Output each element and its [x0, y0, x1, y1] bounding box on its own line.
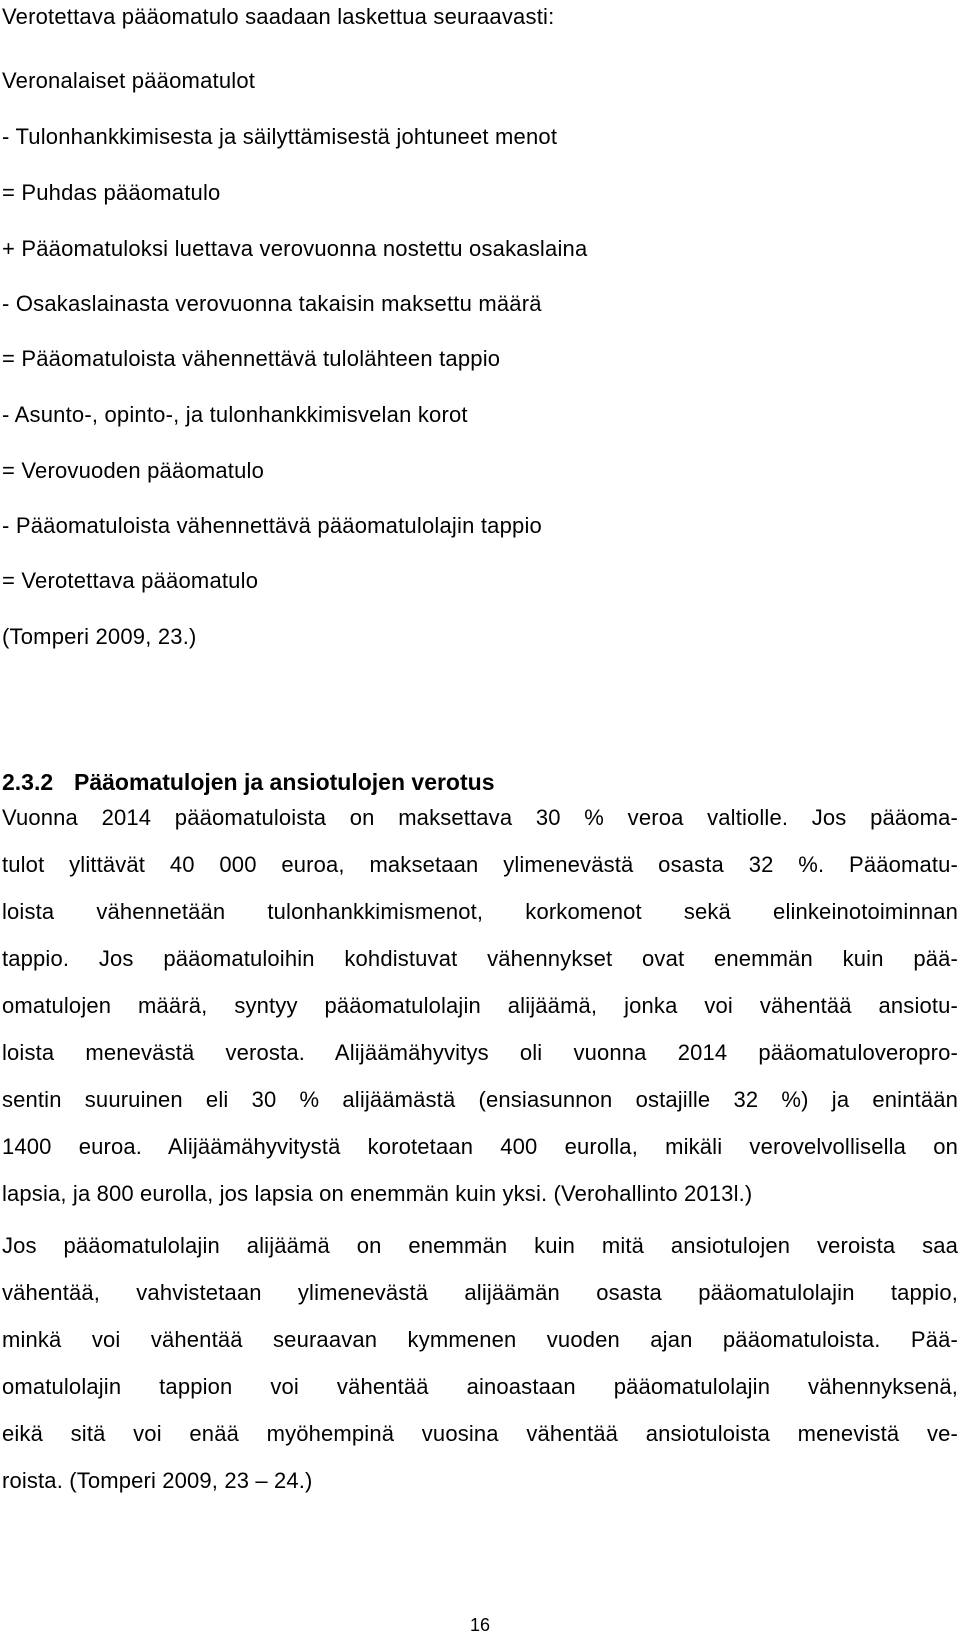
paragraph-line: Vuonna 2014 pääomatuloista on maksettava 30 % veroa valtiolle. Jos pääoma-	[2, 805, 958, 830]
paragraph-line: minkä voi vähentää seuraavan kymmenen vuoden ajan pääomatuloista. Pää-	[2, 1327, 958, 1352]
paragraph-1	[2, 794, 958, 1217]
formula-line: Veronalaiset pääomatulot	[2, 68, 256, 93]
section-heading	[2, 769, 494, 795]
paragraph-line: loista vähennetään tulonhankkimismenot, korkomenot sekä elinkeinotoiminnan	[2, 899, 958, 924]
paragraph-line: loista menevästä verosta. Alijäämähyvitys oli vuonna 2014 pääomatuloveropro-	[2, 1040, 958, 1065]
paragraph-line: 1400 euroa. Alijäämähyvitystä korotetaan 400 eurolla, mikäli verovelvollisella on	[2, 1134, 958, 1159]
paragraph-2	[2, 1222, 958, 1504]
paragraph-line: tulot ylittävät 40 000 euroa, maksetaan ylimenevästä osasta 32 %. Pääomatu-	[2, 852, 958, 877]
formula-line: - Osakaslainasta verovuonna takaisin maksettu määrä	[2, 291, 542, 316]
formula-line: = Verovuoden pääomatulo	[2, 458, 265, 483]
formula-line: = Verotettava pääomatulo	[2, 568, 259, 593]
formula-line: + Pääomatuloksi luettava verovuonna nostettu osakaslaina	[2, 236, 588, 261]
formula-intro: Verotettava pääomatulo saadaan laskettua seuraavasti:	[2, 4, 555, 29]
paragraph-line: eikä sitä voi enää myöhempinä vuosina vähentää ansiotuloista menevistä ve-	[2, 1421, 958, 1446]
paragraph-line: Jos pääomatulolajin alijäämä on enemmän kuin mitä ansiotulojen veroista saa	[2, 1233, 958, 1258]
formula-line: - Tulonhankkimisesta ja säilyttämisestä johtuneet menot	[2, 124, 558, 149]
formula-line: - Pääomatuloista vähennettävä pääomatulolajin tappio	[2, 513, 542, 538]
page-number: 16	[469, 1615, 491, 1635]
paragraph-line: omatulojen määrä, syntyy pääomatulolajin alijäämä, jonka voi vähentää ansiotu-	[2, 993, 958, 1018]
formula-line: - Asunto-, opinto-, ja tulonhankkimisvelan korot	[2, 402, 468, 427]
paragraph-line: lapsia, ja 800 eurolla, jos lapsia on enemmän kuin yksi. (Verohallinto 2013l.)	[2, 1181, 753, 1206]
formula-line: = Puhdas pääomatulo	[2, 180, 221, 205]
formula-citation: (Tomperi 2009, 23.)	[2, 624, 197, 649]
formula-line: = Pääomatuloista vähennettävä tulolähteen tappio	[2, 346, 501, 371]
paragraph-line: vähentää, vahvistetaan ylimenevästä alijäämän osasta pääomatulolajin tappio,	[2, 1280, 958, 1305]
paragraph-line: sentin suuruinen eli 30 % alijäämästä (ensiasunnon ostajille 32 %) ja enintään	[2, 1087, 958, 1112]
paragraph-line: tappio. Jos pääomatuloihin kohdistuvat vähennykset ovat enemmän kuin pää-	[2, 946, 958, 971]
section-title: Pääomatulojen ja ansiotulojen verotus	[74, 769, 495, 795]
paragraph-line: omatulolajin tappion voi vähentää ainoastaan pääomatulolajin vähennyksenä,	[2, 1374, 958, 1399]
section-number: 2.3.2	[2, 769, 54, 795]
paragraph-line: roista. (Tomperi 2009, 23 – 24.)	[2, 1468, 313, 1493]
